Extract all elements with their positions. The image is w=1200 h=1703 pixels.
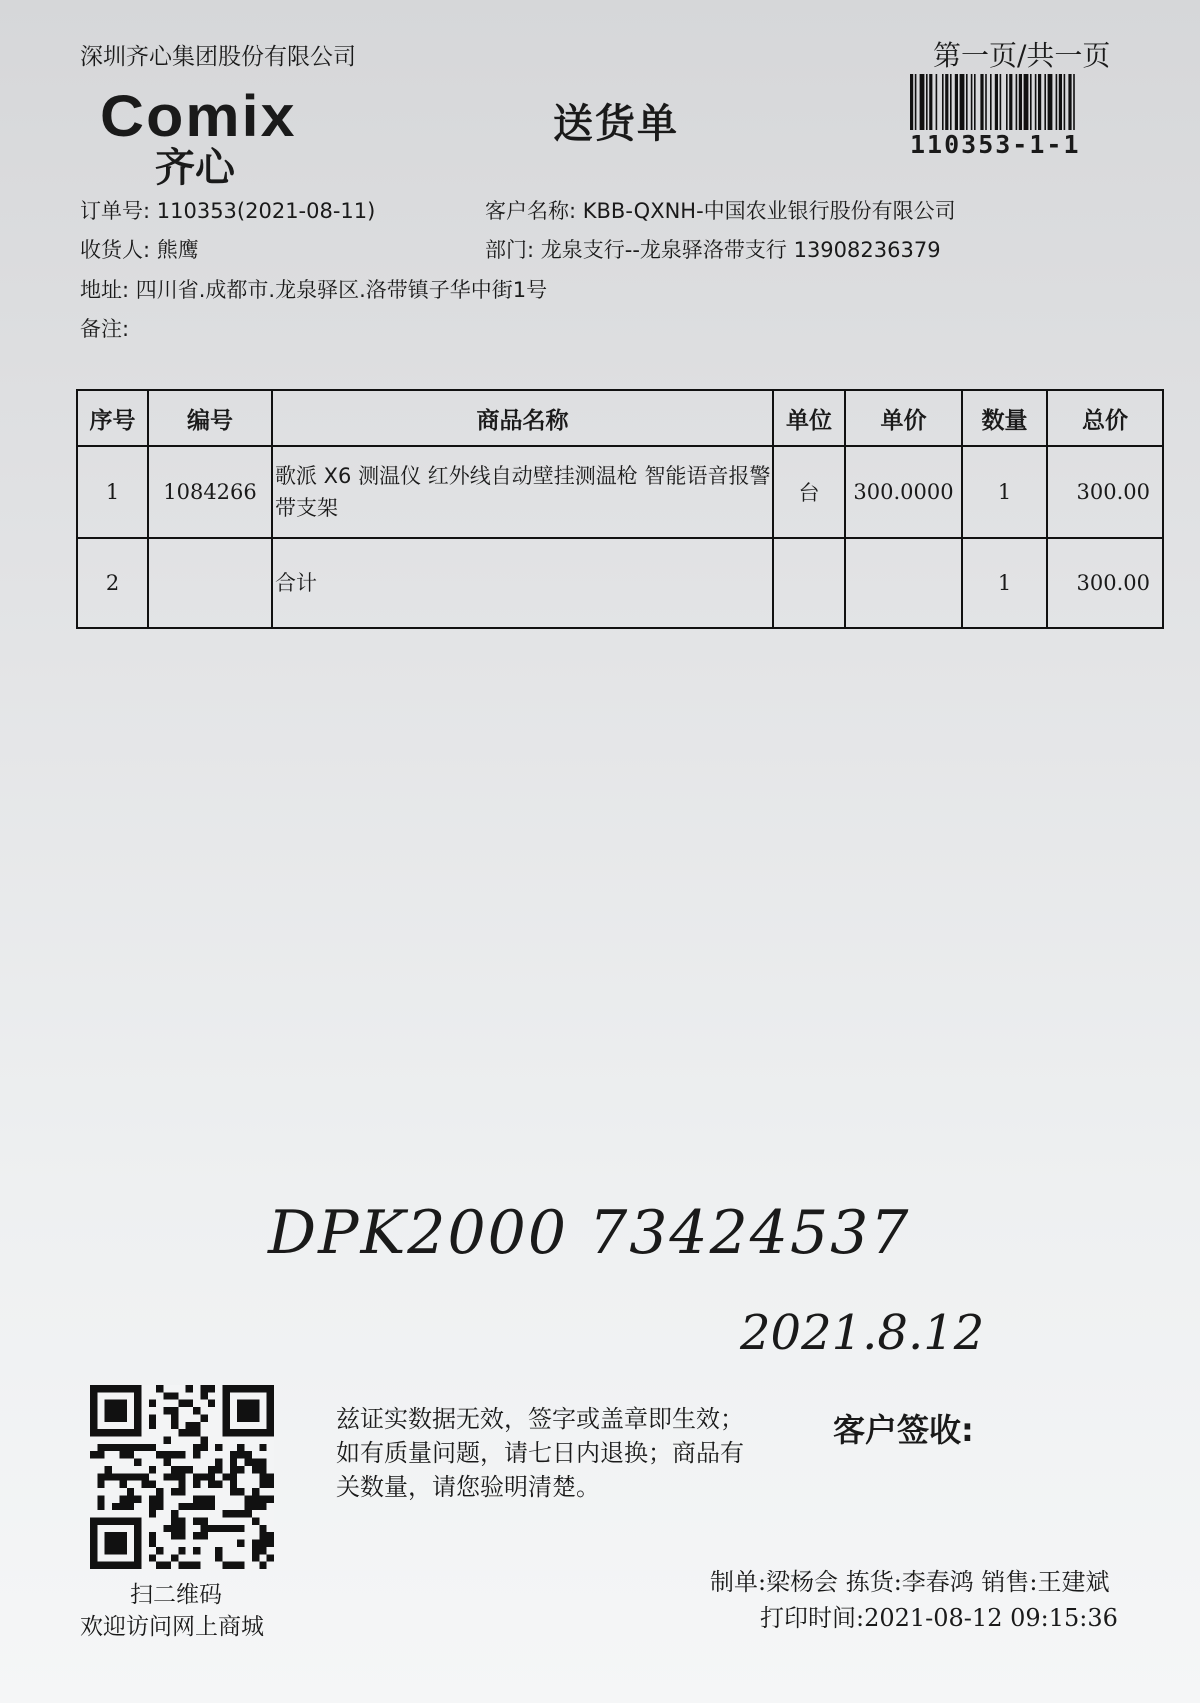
qr-label-scan: 扫二维码 [130, 1582, 222, 1608]
header-product-name: 商品名称 [272, 390, 773, 446]
barcode-number: 110353-1-1 [910, 130, 1081, 159]
cell-code: 1084266 [148, 446, 272, 538]
page-number: 第一页/共一页 [933, 39, 1111, 72]
cell-total: 300.00 [1047, 446, 1163, 538]
header-unit: 单位 [773, 390, 845, 446]
cell-seq: 2 [77, 538, 148, 628]
header-total: 总价 [1047, 390, 1163, 446]
cell-seq: 1 [77, 446, 148, 538]
header-quantity: 数量 [962, 390, 1047, 446]
receiver: 收货人: 熊鹰 [80, 238, 199, 262]
cell-unit-price [845, 538, 962, 628]
handwritten-tracking-number: DPK2000 73424537 [268, 1198, 911, 1268]
header-seq: 序号 [77, 390, 148, 446]
cell-product-name: 合计 [272, 538, 773, 628]
table-row [77, 538, 1163, 628]
header-unit-price: 单价 [845, 390, 962, 446]
customer-name: 客户名称: KBB-QXNH-中国农业银行股份有限公司 [485, 199, 956, 223]
cell-unit [773, 538, 845, 628]
department: 部门: 龙泉支行--龙泉驿洛带支行 13908236379 [485, 238, 941, 262]
handwritten-date: 2021.8.12 [740, 1305, 985, 1361]
cell-unit: 台 [773, 446, 845, 538]
table-row [77, 446, 1163, 538]
comix-logo [100, 84, 340, 191]
cell-product-name: 歌派 X6 测温仪 红外线自动壁挂测温枪 智能语音报警 带支架 [272, 446, 773, 538]
qr-label-welcome: 欢迎访问网上商城 [80, 1614, 264, 1640]
company-name: 深圳齐心集团股份有限公司 [80, 44, 356, 70]
cell-unit-price: 300.0000 [845, 446, 962, 538]
staff-info: 制单:梁杨会 拣货:李春鸿 销售:王建斌 [710, 1568, 1110, 1596]
cell-quantity: 1 [962, 446, 1047, 538]
logo-text-en: Comix [100, 84, 297, 149]
items-table [76, 389, 1164, 629]
address: 地址: 四川省.成都市.龙泉驿区.洛带镇子华中街1号 [80, 278, 548, 302]
header-code: 编号 [148, 390, 272, 446]
document-title: 送货单 [553, 101, 679, 147]
cell-quantity: 1 [962, 538, 1047, 628]
cell-code [148, 538, 272, 628]
print-time: 打印时间:2021-08-12 09:15:36 [760, 1604, 1118, 1632]
order-number: 订单号: 110353(2021-08-11) [80, 199, 376, 223]
barcode [910, 74, 1125, 130]
cell-total: 300.00 [1047, 538, 1163, 628]
customer-signature-label: 客户签收: [833, 1411, 974, 1449]
table-header-row [77, 390, 1163, 446]
notice-text: 兹证实数据无效，签字或盖章即生效；如有质量问题，请七日内退换；商品有关数量，请您验明清楚。 [336, 1405, 744, 1501]
qr-code [90, 1385, 274, 1569]
logo-text-cn: 齐心 [155, 145, 235, 191]
remark: 备注: [80, 317, 130, 341]
